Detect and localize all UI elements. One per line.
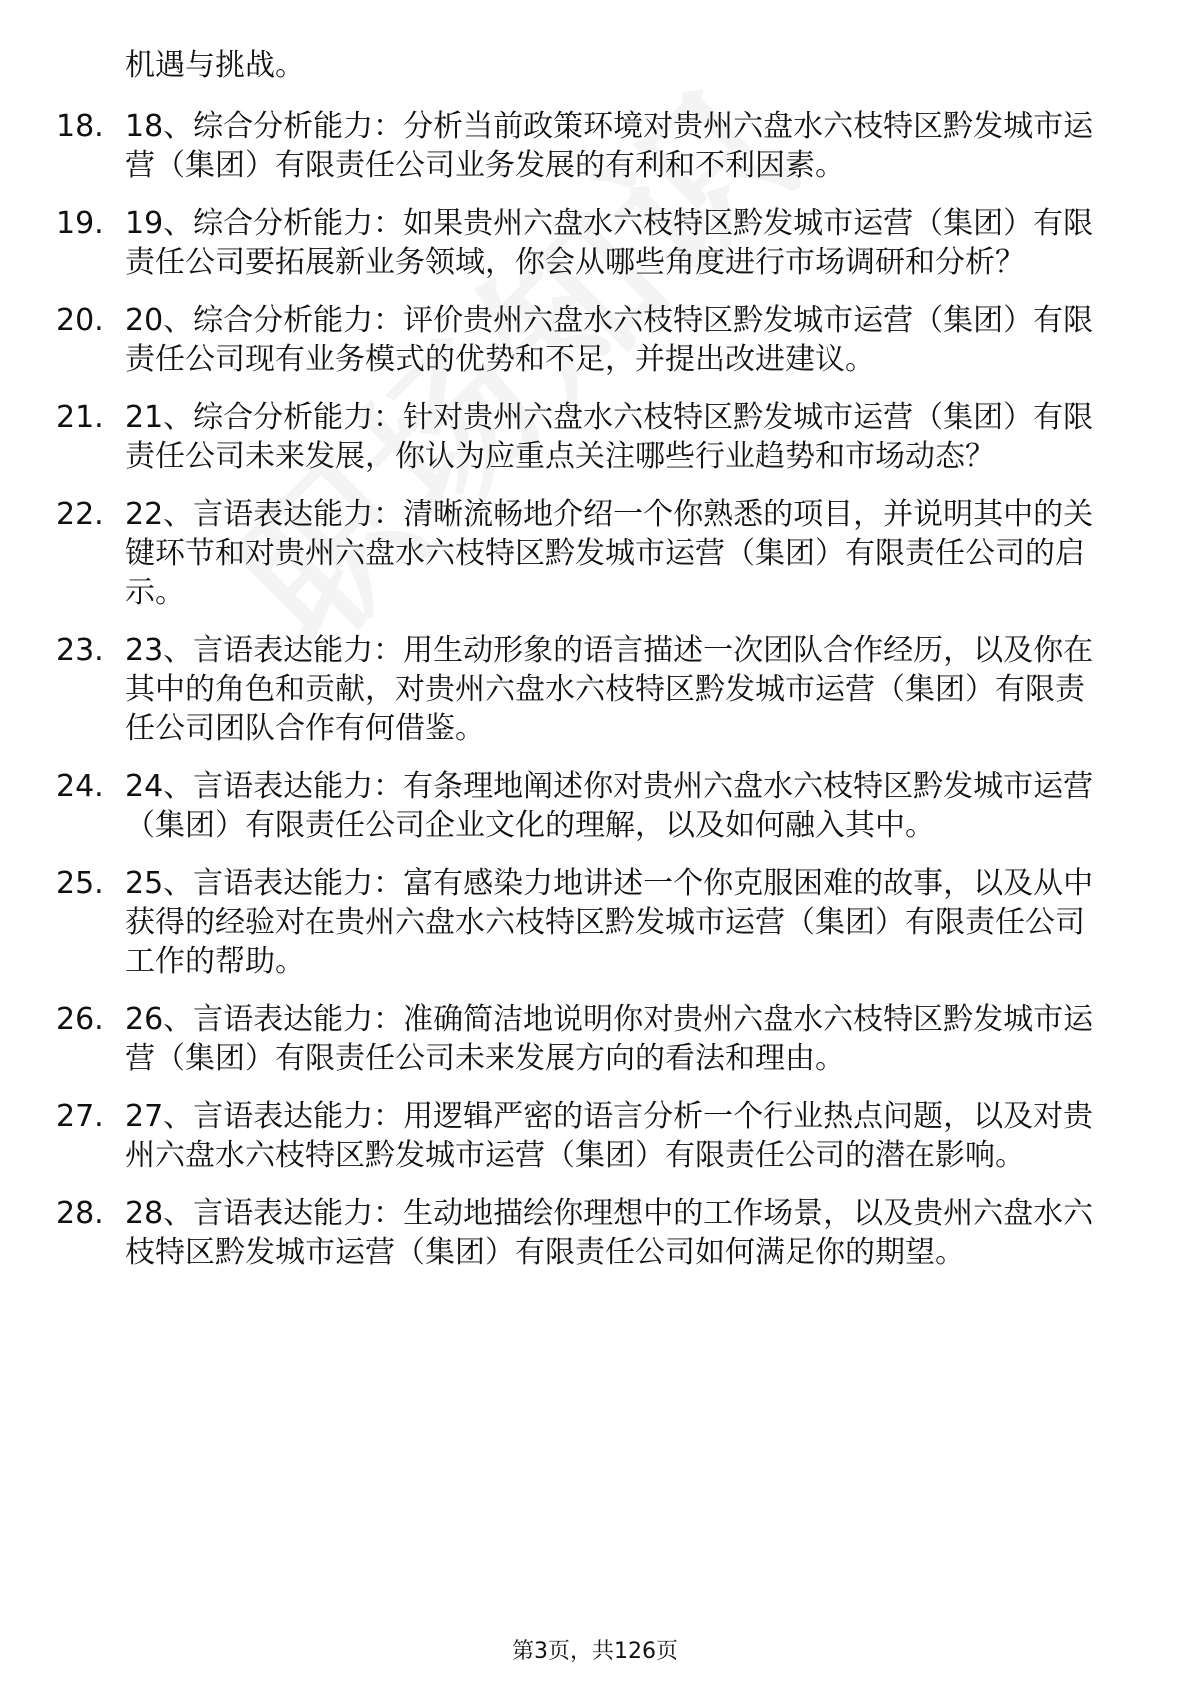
- item-number: 21.: [56, 400, 104, 435]
- list-item: [0, 107, 1110, 185]
- item-text: 27、言语表达能力：用逻辑严密的语言分析一个行业热点问题，以及对贵州六盘水六枝特区黔发城市运营（集团）有限责任公司的潜在影响。: [125, 1099, 1094, 1173]
- item-text: 26、言语表达能力：准确简洁地说明你对贵州六盘水六枝特区黔发城市运营（集团）有限责任公司未来发展方向的看法和理由。: [125, 1002, 1094, 1076]
- item-number: 28.: [56, 1196, 104, 1231]
- item-number: 26.: [56, 1002, 104, 1037]
- item-number: 19.: [56, 206, 104, 241]
- item-number: 20.: [56, 303, 104, 338]
- item-text: 25、言语表达能力：富有感染力地讲述一个你克服困难的故事，以及从中获得的经验对在贵州六盘水六枝特区黔发城市运营（集团）有限责任公司工作的帮助。: [125, 866, 1094, 979]
- item-text: 20、综合分析能力：评价贵州六盘水六枝特区黔发城市运营（集团）有限责任公司现有业务模式的优势和不足，并提出改进建议。: [125, 303, 1094, 377]
- list-item: [0, 1194, 1110, 1272]
- list-item: [0, 495, 1110, 612]
- item-number: 23.: [56, 633, 104, 668]
- list-item: [0, 631, 1110, 748]
- item-number: 18.: [56, 109, 104, 144]
- item-text: 18、综合分析能力：分析当前政策环境对贵州六盘水六枝特区黔发城市运营（集团）有限责任公司业务发展的有利和不利因素。: [125, 109, 1094, 183]
- list-item: [0, 301, 1110, 379]
- list-item: [0, 398, 1110, 476]
- list-item: [0, 1097, 1110, 1175]
- list-item: [0, 864, 1110, 981]
- page-footer: 第3页，共126页: [512, 1639, 678, 1664]
- item-text: 23、言语表达能力：用生动形象的语言描述一次团队合作经历，以及你在其中的角色和贡献，对贵州六盘水六枝特区黔发城市运营（集团）有限责任公司团队合作有何借鉴。: [125, 633, 1094, 746]
- item-text: 28、言语表达能力：生动地描绘你理想中的工作场景，以及贵州六盘水六枝特区黔发城市运营（集团）有限责任公司如何满足你的期望。: [125, 1196, 1094, 1270]
- item-number: 25.: [56, 866, 104, 901]
- question-list: [0, 107, 1190, 1291]
- item-number: 27.: [56, 1099, 104, 1134]
- item-text: 24、言语表达能力：有条理地阐述你对贵州六盘水六枝特区黔发城市运营（集团）有限责任公司企业文化的理解，以及如何融入其中。: [125, 769, 1094, 843]
- continued-text: 机遇与挑战。: [125, 48, 305, 83]
- item-number: 24.: [56, 769, 104, 804]
- list-item: [0, 204, 1110, 282]
- item-number: 22.: [56, 497, 104, 532]
- list-item: [0, 1000, 1110, 1078]
- item-text: 21、综合分析能力：针对贵州六盘水六枝特区黔发城市运营（集团）有限责任公司未来发展，你认为应重点关注哪些行业趋势和市场动态？: [125, 400, 1094, 474]
- list-item: [0, 767, 1110, 845]
- item-text: 22、言语表达能力：清晰流畅地介绍一个你熟悉的项目，并说明其中的关键环节和对贵州六盘水六枝特区黔发城市运营（集团）有限责任公司的启示。: [125, 497, 1094, 610]
- item-text: 19、综合分析能力：如果贵州六盘水六枝特区黔发城市运营（集团）有限责任公司要拓展新业务领域，你会从哪些角度进行市场调研和分析？: [125, 206, 1094, 280]
